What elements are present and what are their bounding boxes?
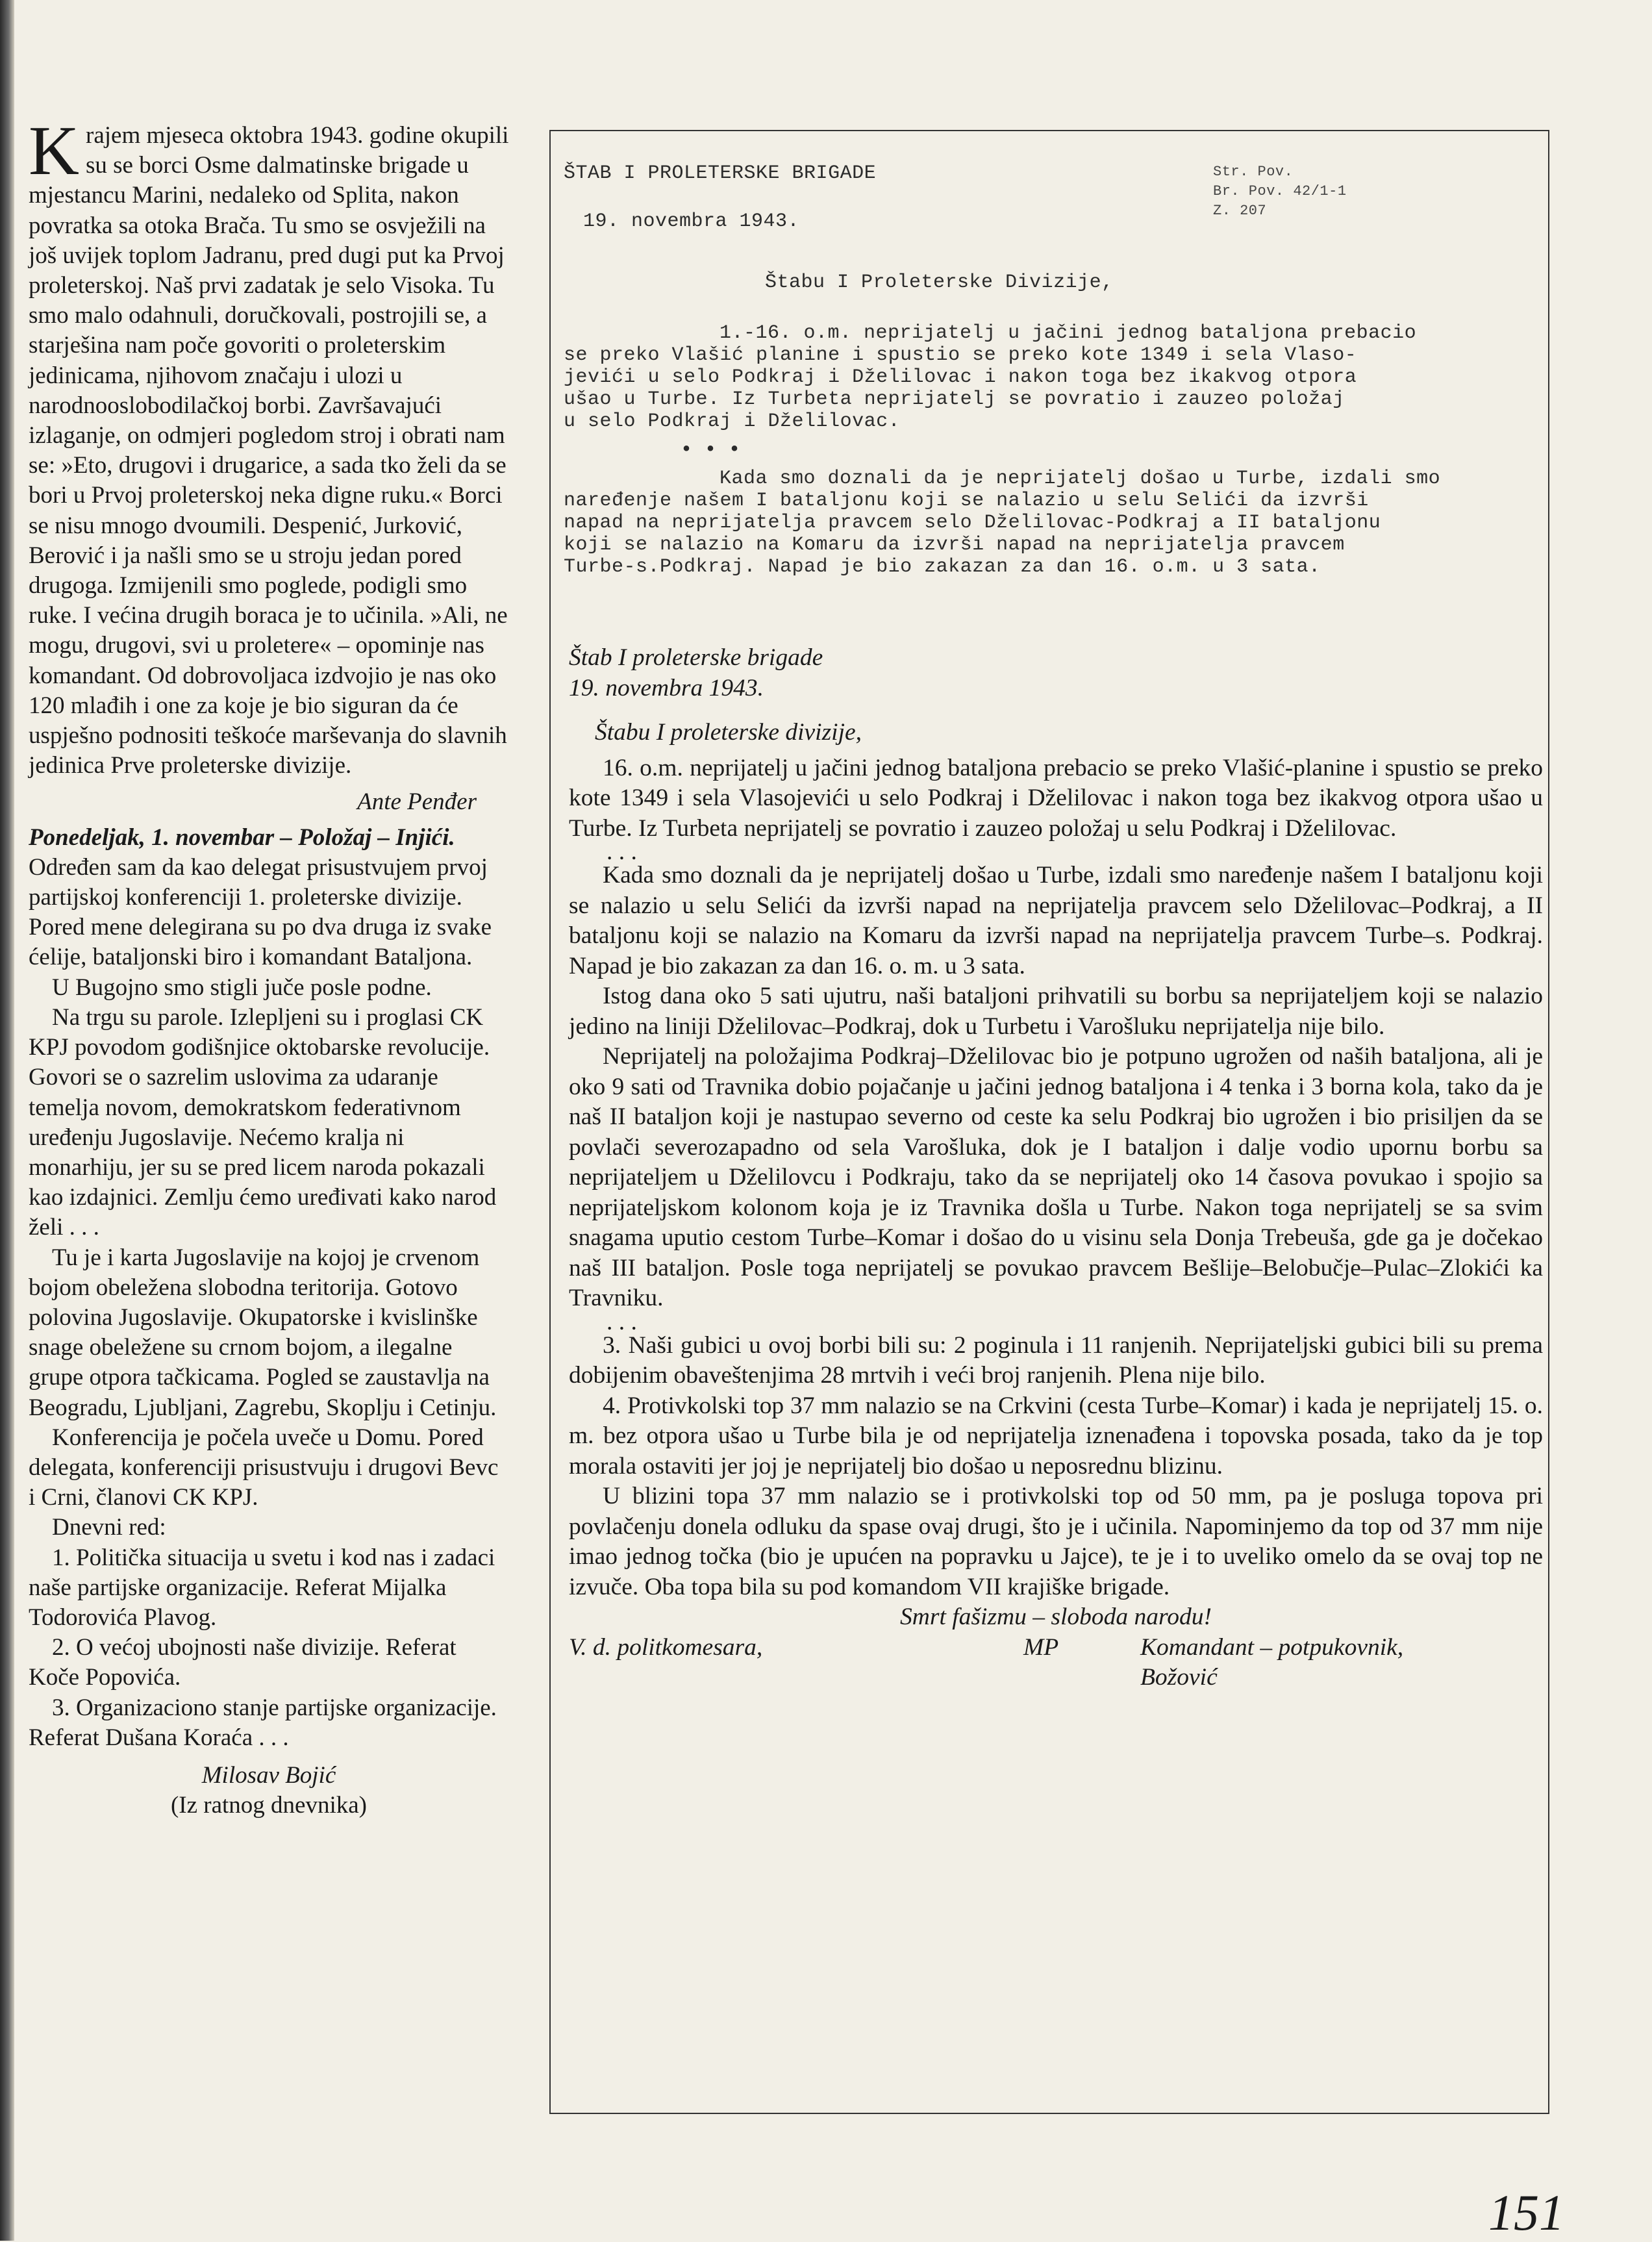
entry-paragraph-8: 2. O većoj ubojnosti naše divizije. Referat Koče Popovića. [29,1634,457,1691]
typed-line: ušao u Turbe. Iz Turbeta neprijatelj se povratio i zauzeo položaj [564,388,1345,410]
entry-paragraph-7: 1. Politička situacija u svetu i kod nas i zadaci naše partijske organizacije. Referat Mijalka Todorovića Plavog. [29,1544,495,1631]
typed-line: napad na neprijatelja pravcem selo Dželilovac-Podkraj a II bataljonu [564,512,1381,534]
typed-header: ŠTAB I PROLETERSKE BRIGADE [564,162,877,184]
book-spine-shadow [0,0,14,2241]
transcript-paragraph-1: 16. o.m. neprijatelj u jačini jednog bataljona prebacio se preko Vlašić-planine i spustio se preko kote 1349 i sela Vlasojevići u selo Podkraj i Dželilovac i nakon toga bez ikakvog otpora ušao u Turbe. Iz Turbeta neprijatelj se povratio i zauzeo položaj u selu Podkraj i Dželilovac. [569,754,1543,842]
entry-title: Ponedeljak, 1. novembar – Položaj – Injići. [29,824,455,851]
registry-stamp [1213,162,1347,221]
entry-paragraph-5: Konferencija je počela uveče u Domu. Pored delegata, konferenciji prisustvuju i drugovi Bevc i Crni, članovi CK KPJ. [29,1424,499,1511]
typed-line: Kada smo doznali da je neprijatelj došao u Turbe, izdali smo [720,468,1441,490]
intro-author: Ante Penđer [357,788,477,816]
entry-paragraph-4: Tu je i karta Jugoslavije na kojoj je crvenom bojom obeležena slobodna teritorija. Gotovo polovina Jugoslavije. Okupatorske i kvislinške snage obeležene su crnom bojom, a ilegalne grupe otpora tačkicama. Pogled se zaustavlja na Beogradu, Ljubljani, Zagrebu, Skoplju i Cetinju. [29,1244,497,1421]
typed-body [564,322,1538,578]
transcript-ellipsis: . . . [607,1308,637,1335]
intro-paragraph [29,112,509,781]
typed-line: naređenje našem I bataljonu koji se nalazio u selu Selići da izvrši [564,490,1369,512]
entry-author: Milosav Bojić [201,1761,336,1789]
typed-line: jevići u selo Podkraj i Dželilovac i nakon toga bez ikakvog otpora [564,366,1357,388]
typed-addressee: Štabu I Proleterske Divizije, [765,271,1114,294]
entry-paragraph-3: Na trgu su parole. Izlepljeni su i proglasi CK KPJ povodom godišnjice oktobarske revolucije. Govori se o sazrelim uslovima za udaranje temelja novom, demokratskom federativnom uređenju Jugoslavije. Nećemo kralja ni monarhiju, jer su se pred licem naroda pokazali kao izdajnici. Zemlju ćemo uređivati kako narod želi . . . [29,1003,497,1241]
transcript-paragraph-4: Neprijatelj na položajima Podkraj–Dželilovac bio je potpuno ugrožen od naših bataljona, ali je oko 9 sati od Travnika dobio pojačanje u jačini jednog bataljona i 4 tenka i 3 borna kola, tako da je naš II bataljon koji je nastupao severno od ceste ka selu Podkraj bio ugrožen i bio prisiljen da se povlači severozapadno od sela Varošluka, dok je I bataljon i dalje vodio upornu borbu sa neprijateljem u Dželilovcu i Podkraju, tako da se neprijatelj oko 14 časova povukao i spojio sa neprijateljskom kolonom koja je iz Travnika došla u Turbe. Nakon toga neprijatelj se sa svim snagama uputio cestom Turbe–Komar i došao do u visinu sela Donja Trebeuša, gde ga je dočekao naš III bataljon. Posle toga neprijatelj se povukao pravcem Bešlije–Belobučje–Pulac–Zlokići ka Travniku. [569,1043,1543,1311]
typed-line: koji se nalazio na Komaru da izvrši napad na neprijatelja pravcem [564,534,1345,556]
typewritten-facsimile [564,162,1538,578]
intro-text: rajem mjeseca oktobra 1943. godine okupili su se borci Osme dalmatinske brigade u mjestancu Marini, nedaleko od Splita, nakon povratka sa otoka Brača. Tu smo se osvježili na još uvijek toplom Jadranu, pred dugi put ka Prvoj proleterskoj. Naš prvi zadatak je selo Visoka. Tu smo malo odahnuli, doručkovali, postrojili se, a starješina nam poče govoriti o proleterskim jedinicama, njihovom značaju i ulozi u narodnooslobodilačkoj borbi. Završavajući izlaganje, on odmjeri pogledom stroj i obrati nam se: »Eto, drugovi i drugarice, a sada tko želi da se bori u Prvoj proleterskoj neka digne ruku.« Borci se nisu mnogo dvoumili. Despenić, Jurković, Berović i ja našli smo se u stroju jedan pored drugoga. Izmijenili smo poglede, podigli smo ruke. I većina drugih boraca je to učinila. »Ali, ne mogu, drugovi, svi u proletere« – opominje nas komandant. Od dobrovoljaca izdvojio je nas oko 120 mlađih i one za koje je bio siguran da će uspješno podnositi teškoće marševanja do slavnih jedinica Prve proleterske divizije. [29,122,509,779]
transcript-addressee: Štabu I proleterske divizije, [595,719,862,746]
drop-cap: K [29,112,79,190]
stamp-line-1: Str. Pov. [1213,164,1294,180]
signature-commissar: V. d. politkomesara, [569,1633,763,1661]
typed-line: u selo Podkraj i Dželilovac. [564,410,901,433]
entry-source: (Iz ratnog dnevnika) [170,1792,368,1819]
transcript-paragraph-7: U blizini topa 37 mm nalazio se i protivkolski top od 50 mm, pa je posluga topova pri povlačenju donela odluku da spase ovaj drugi, što je i učinila. Napominjemo da top od 37 mm nije imao jednog točka (bio je upućen na popravku u Jajce), te je i to uveliko omelo da se ovaj top ne izvuče. Oba topa bila su pod komandom VII krajiške brigade. [569,1483,1543,1600]
transcript-header: Štab I proleterske brigade [569,644,823,671]
typed-ellipsis: • • • [681,439,741,461]
entry-paragraph-6: Dnevni red: [52,1514,166,1541]
stamp-line-3: Z. 207 [1213,203,1267,219]
transcript-paragraph-2: Kada smo doznali da je neprijatelj došao u Turbe, izdali smo naređenje našem I bataljonu koji se nalazio u selu Selići da izvrši napad na neprijatelja pravcem selo Dželilovac–Podkraj, a II bataljonu koji se nalazio na Komaru da izvrši napad na neprijatelja pravcem Turbe–s. Podkraj. Napad je bio zakazan za dan 16. o. m. u 3 sata. [569,862,1543,979]
page-number: 151 [1488,2184,1564,2241]
entry-paragraph-1: Određen sam da kao delegat prisustvujem prvoj partijskoj konferenciji 1. proleterske divizije. Pored mene delegirana su po dva druga iz svake ćelije, bataljonski biro i komandant Bataljona. [29,853,492,971]
transcript-date: 19. novembra 1943. [569,674,764,701]
entry-paragraph-9: 3. Organizaciono stanje partijske organizacije. Referat Dušana Koraća . . . [29,1694,497,1751]
signature-block [569,1633,1543,1663]
transcript-paragraph-3: Istog dana oko 5 sati ujutru, naši bataljoni prihvatili su borbu sa neprijateljem koji se nalazio jedino na liniji Dželilovac–Podkraj, dok u Turbetu i Varošluku neprijatelja nije bilo. [569,983,1543,1040]
transcript [569,643,1543,1693]
left-column [29,112,509,1820]
signature-seal: MP [1023,1633,1059,1661]
diary-entry [29,823,509,973]
transcript-slogan: Smrt fašizmu – sloboda narodu! [900,1604,1212,1630]
transcript-ellipsis: . . . [607,838,637,865]
typed-line: Turbe-s.Podkraj. Napad je bio zakazan za dan 16. o.m. u 3 sata. [564,556,1321,578]
transcript-paragraph-5: 3. Naši gubici u ovoj borbi bili su: 2 poginula i 11 ranjenih. Neprijateljski gubici bili su prema dobijenim obaveštenjima 28 mrtvih i veći broj ranjenih. Plena nije bilo. [569,1331,1543,1389]
signature-commander: Komandant – potpukovnik, [1140,1633,1404,1661]
entry-paragraph-2: U Bugojno smo stigli juče posle podne. [52,974,432,1001]
signature-commander-name: Božović [1140,1664,1218,1691]
transcript-paragraph-6: 4. Protivkolski top 37 mm nalazio se na Crkvini (cesta Turbe–Komar) i kada je neprijatelj 15. o. m. bez otpora ušao u Turbe bila je od neprijatelja iznenađena i topovska posada, tako da je top morala ostaviti jer joj je neprijatelj bio došao u neposrednu blizinu. [569,1392,1543,1480]
typed-line: 1.-16. o.m. neprijatelj u jačini jednog bataljona prebacio [720,322,1417,344]
typed-line: se preko Vlašić planine i spustio se preko kote 1349 i sela Vlaso- [564,344,1357,366]
typed-date: 19. novembra 1943. [583,210,800,233]
signature-name-row [569,1663,1543,1693]
stamp-line-2: Br. Pov. 42/1-1 [1213,183,1347,199]
